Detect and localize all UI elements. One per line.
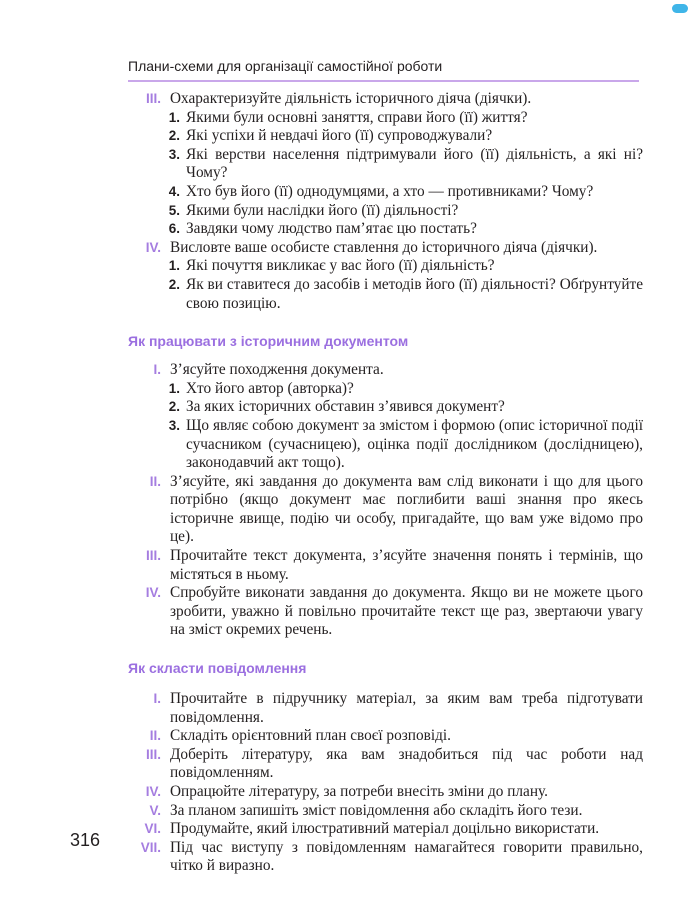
- item-number: II.: [149, 728, 161, 744]
- item-number: 1.: [168, 258, 180, 274]
- item-text: Завдяки чому людство пам’ятає цю постать?: [186, 220, 477, 238]
- item-text: Як ви ставитеся до засобів і методів його (її) діяльності? Обґрунтуйте свою позицію.: [186, 275, 643, 312]
- item-text: З’ясуйте походження документа.: [170, 361, 384, 379]
- sub-list-item: [128, 146, 643, 183]
- sub-list-item: [128, 127, 643, 146]
- list-item: [128, 547, 643, 584]
- list-item: [128, 820, 643, 839]
- sub-list-item: [128, 380, 643, 399]
- list-item: [128, 361, 643, 380]
- item-text: Доберіть літературу, яка вам знадобиться під час роботи над повідомленням.: [170, 745, 643, 782]
- header-rule: [128, 80, 639, 82]
- page-number: 316: [70, 830, 101, 850]
- publisher-mark: [672, 4, 688, 13]
- item-text: З’ясуйте, які завдання до документа вам слід виконати і що для цього потрібно (якщо документ має поглибити ваші знання про якесь історичне явище, подію чи особу, пригадайте, що вам уже відомо про це).: [170, 472, 643, 546]
- sub-list-item: [128, 220, 643, 239]
- item-text: За планом запишіть зміст повідомлення або складіть його тези.: [170, 801, 583, 819]
- sub-list-item: [128, 257, 643, 276]
- report-section-heading: Як скласти повідомлення: [128, 660, 307, 677]
- item-number: VII.: [140, 839, 161, 855]
- item-number: III.: [145, 548, 161, 564]
- item-text: Хто його автор (авторка)?: [186, 379, 354, 397]
- sub-list-item: [128, 109, 643, 128]
- item-text: Охарактеризуйте діяльність історичного діяча (діячки).: [170, 90, 532, 107]
- item-number: 2.: [168, 128, 180, 144]
- item-number: I.: [153, 362, 161, 378]
- sub-list-item: [128, 202, 643, 221]
- sub-list-item: [128, 417, 643, 473]
- item-text: Прочитайте в підручнику матеріал, за яким вам треба підготувати повідомлення.: [170, 690, 643, 726]
- report-section: [128, 660, 643, 876]
- item-text: Під час виступу з повідомленням намагайтеся говорити правильно, чітко й виразно.: [170, 838, 643, 875]
- item-text: Висловте ваше особисте ставлення до історичного діяча (діячки).: [170, 238, 598, 256]
- item-number: IV.: [145, 585, 161, 601]
- item-text: Якими були наслідки його (її) діяльності?: [186, 201, 459, 219]
- sub-list-item: [128, 398, 643, 417]
- list-item: [128, 690, 643, 727]
- item-number: II.: [149, 473, 161, 489]
- list-item: [128, 746, 643, 783]
- item-text: Опрацюйте літературу, за потреби внесіть зміни до плану.: [170, 783, 548, 800]
- item-number: 5.: [168, 202, 180, 218]
- item-text: Які верстви населення підтримували його (її) діяльність, а які ні? Чому?: [186, 145, 643, 182]
- list-item: [128, 239, 643, 258]
- list-item: [128, 802, 643, 821]
- document-section-heading: Як працювати з історичним документом: [128, 333, 409, 350]
- list-item: [128, 584, 643, 640]
- item-number: 3.: [168, 146, 180, 162]
- sub-list-item: [128, 183, 643, 202]
- item-number: IV.: [145, 239, 161, 255]
- document-steps-list: [128, 361, 643, 640]
- running-head: Плани-схеми для організації самостійної роботи: [128, 58, 443, 74]
- item-text: Що являє собою документ за змістом і формою (опис історичної події сучасником (сучасницею), оцінка події дослідником (дослідницею), законодавчий акт тощо).: [186, 416, 643, 472]
- item-text: Складіть орієнтовний план своєї розповіді.: [170, 727, 451, 745]
- item-number: 4.: [168, 183, 180, 199]
- historical-figure-list: [128, 90, 643, 313]
- report-steps-list: [128, 690, 643, 876]
- item-text: Якими були основні заняття, справи його (її) життя?: [186, 108, 528, 126]
- item-number: 6.: [168, 221, 180, 237]
- list-item: [128, 473, 643, 547]
- item-number: III.: [145, 91, 161, 106]
- sub-list-item: [128, 276, 643, 313]
- item-number: V.: [149, 802, 161, 818]
- item-text: Прочитайте текст документа, з’ясуйте значення понять і термінів, що містяться в ньому.: [170, 547, 643, 583]
- item-text: За яких історичних обставин з’явився документ?: [186, 398, 505, 416]
- page-content: [128, 90, 643, 876]
- item-text: Хто був його (її) однодумцями, а хто — противниками? Чому?: [186, 182, 594, 200]
- list-item: [128, 90, 643, 109]
- item-text: Спробуйте виконати завдання до документа. Якщо ви не можете цього зробити, уважно й повільно прочитайте текст ще раз, звертаючи увагу на зміст окремих речень.: [170, 584, 643, 639]
- item-text: Продумайте, який ілюстративний матеріал доцільно використати.: [170, 820, 600, 838]
- item-number: 1.: [168, 380, 180, 396]
- item-number: I.: [153, 691, 161, 707]
- item-number: 1.: [168, 109, 180, 125]
- list-item: [128, 839, 643, 876]
- item-number: VI.: [144, 821, 161, 837]
- item-text: Які успіхи й невдачі його (її) супроводжували?: [186, 127, 493, 145]
- item-number: IV.: [145, 784, 161, 799]
- item-number: 2.: [168, 276, 180, 292]
- list-item: [128, 783, 643, 802]
- item-text: Які почуття викликає у вас його (її) діяльність?: [186, 257, 495, 275]
- item-number: III.: [145, 746, 161, 762]
- list-item: [128, 727, 643, 746]
- document-section: [128, 333, 643, 640]
- item-number: 2.: [168, 399, 180, 415]
- item-number: 3.: [168, 417, 180, 433]
